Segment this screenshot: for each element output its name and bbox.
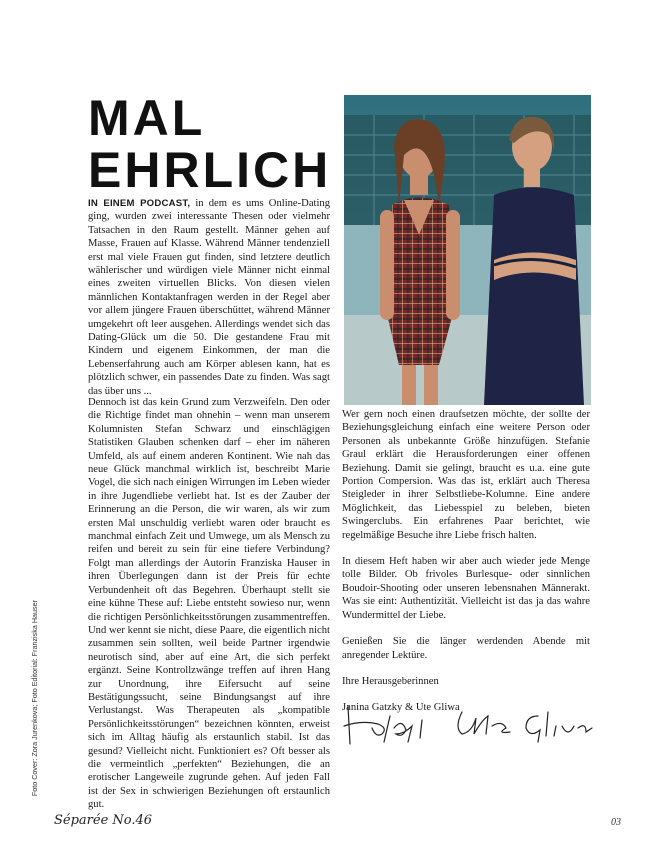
intro-paragraph <box>88 197 330 411</box>
handwritten-signatures <box>342 698 602 754</box>
article-title <box>88 92 331 196</box>
lead-text: in dem es ums Online-Dating ging, wurden zwei interessante Thesen oder vielmehr Tatsachen in den Raum gestellt. Männer gehen auf Masse, Frauen auf Klasse. Während Männer tendenziell erst mal viele Frauen gut finden, sind letztere deutlich wählerischer und würdigen viele Männer nicht einmal eines zweiten virtuellen Blicks. Von diesen vielen männlichen Kontaktanfragen werden in der Regel aber vor allem jüngere Frauen überschüttet, während Männer umgekehrt oft leer ausgehen. Allerdings wendet sich das Dating-Glück um die 50. Die gestandene Frau mit Kindern und eigenem Einkommen, der man die Lebenserfahrung auch am Körper ablesen kann, hat es plötzlich schwer, ein passendes Date zu finden. Was sagt das über uns ... <box>88 198 330 397</box>
title-line-1: MAL <box>88 90 206 146</box>
signoff-line-1: Ihre Herausgeberinnen <box>342 675 439 687</box>
left-column-body <box>88 396 330 825</box>
editorial-photo <box>344 95 591 405</box>
title-line-2: EHRLICH <box>88 142 332 198</box>
paragraph-3: Wer gern noch einen draufsetzen möchte, der sollte der Beziehungsgleichung einfach eine weitere Person oder Personen als unbekannte Größe hinzufügen. Stefanie Graul erklärt die Herausforderungen einer offenen Beziehung. Damit sie gelingt, braucht es u.a. eine gute Portion Compersion. Was das ist, erklärt auch Theresa Steigleder in ihrer Selbstliebe-Kolumne. Eine andere Möglichkeit, das Liebesspiel zu beleben, bieten Swingerclubs. Ein erfahrenes Paar berichtet, wie regelmäßige Besuche ihre Liebe frisch halten. <box>342 409 590 541</box>
signoff-line-2: Janina Gatzky & Ute Gliwa <box>342 702 460 714</box>
paragraph-2: Dennoch ist das kein Grund zum Verzweifeln. Den oder die Richtige findet man ohnehin – wenn man unserem Kolumnisten Stefan Schwarz und einschlägigen Statistiken Glauben schenken darf – eher im näheren Umfeld, als auf einem anderen Kontinent. Wie nah das neue Glück manchmal wirklich ist, beschreibt Marie Vogel, die sich nach einigen Wirrungen im Leben wieder in ihre Jugendliebe verliebt hat. Ist es der Zauber der Erinnerung an die Person, die wir waren, als wir zum ersten Mal unschuldig verliebt waren oder braucht es manchmal einfach Zeit und Umwege, um als Mensch zu reifen und bereit zu sein für eine tiefere Verbindung? Folgt man allerdings der Autorin Franziska Hauser in ihren Überlegungen dann ist der Preis für echte Verbundenheit oft das Begehren. Überhaupt stellt sie eine kühne These auf: Liebe entsteht sowieso nur, wenn die richtigen Persönlichkeitsstörungen zusammentreffen. Und wer kennt sie nicht, diese Paare, die eigentlich nicht zusammen sein sollten, weil beide Partner irgendwie neurotisch sind, aber auf eine Art, die sich perfekt ergänzt. Seine Kontrollzwänge treffen auf ihren Hang zur Unordnung, ihre Eifersucht auf seine Bestätigungssucht, seine Bindungsangst auf ihre Verlustangst. Was Therapeuten als „kompatible Persönlichkeitsstörungen“ bezeichnen könnten, erweist sich im Alltag häufig als erstaunlich stabil. Ist das gesund? Vielleicht nicht. Funktioniert es? Oft besser als die vermeintlich „perfekten“ Beziehungen, die an erotischer Langeweile zugrunde gehen. Auf jeden Fall ist der Sex in schwierigen Beziehungen oft erstaunlich gut. <box>88 397 330 811</box>
magazine-name: Séparée No.46 <box>54 813 153 828</box>
right-column-body <box>342 408 590 728</box>
photo-credit: Foto Cover: Zora Jurenkova; Foto Editorial: Franziska Hauser <box>30 600 39 797</box>
paragraph-5: Genießen Sie die länger werdenden Abende mit anregender Lektüre. <box>342 636 590 661</box>
paragraph-4: In diesem Heft haben wir aber auch wieder jede Menge tolle Bilder. Ob frivoles Burlesque- oder sinnlichen Boudoir-Shooting oder unseren lebensnahen Männerakt. Was sie eint: Authentizität. Vielleicht ist das ja das wahre Wundermittel der Liebe. <box>342 556 590 621</box>
lead-caps: IN EINEM PODCAST, <box>88 198 191 209</box>
page-number: 03 <box>611 817 621 828</box>
